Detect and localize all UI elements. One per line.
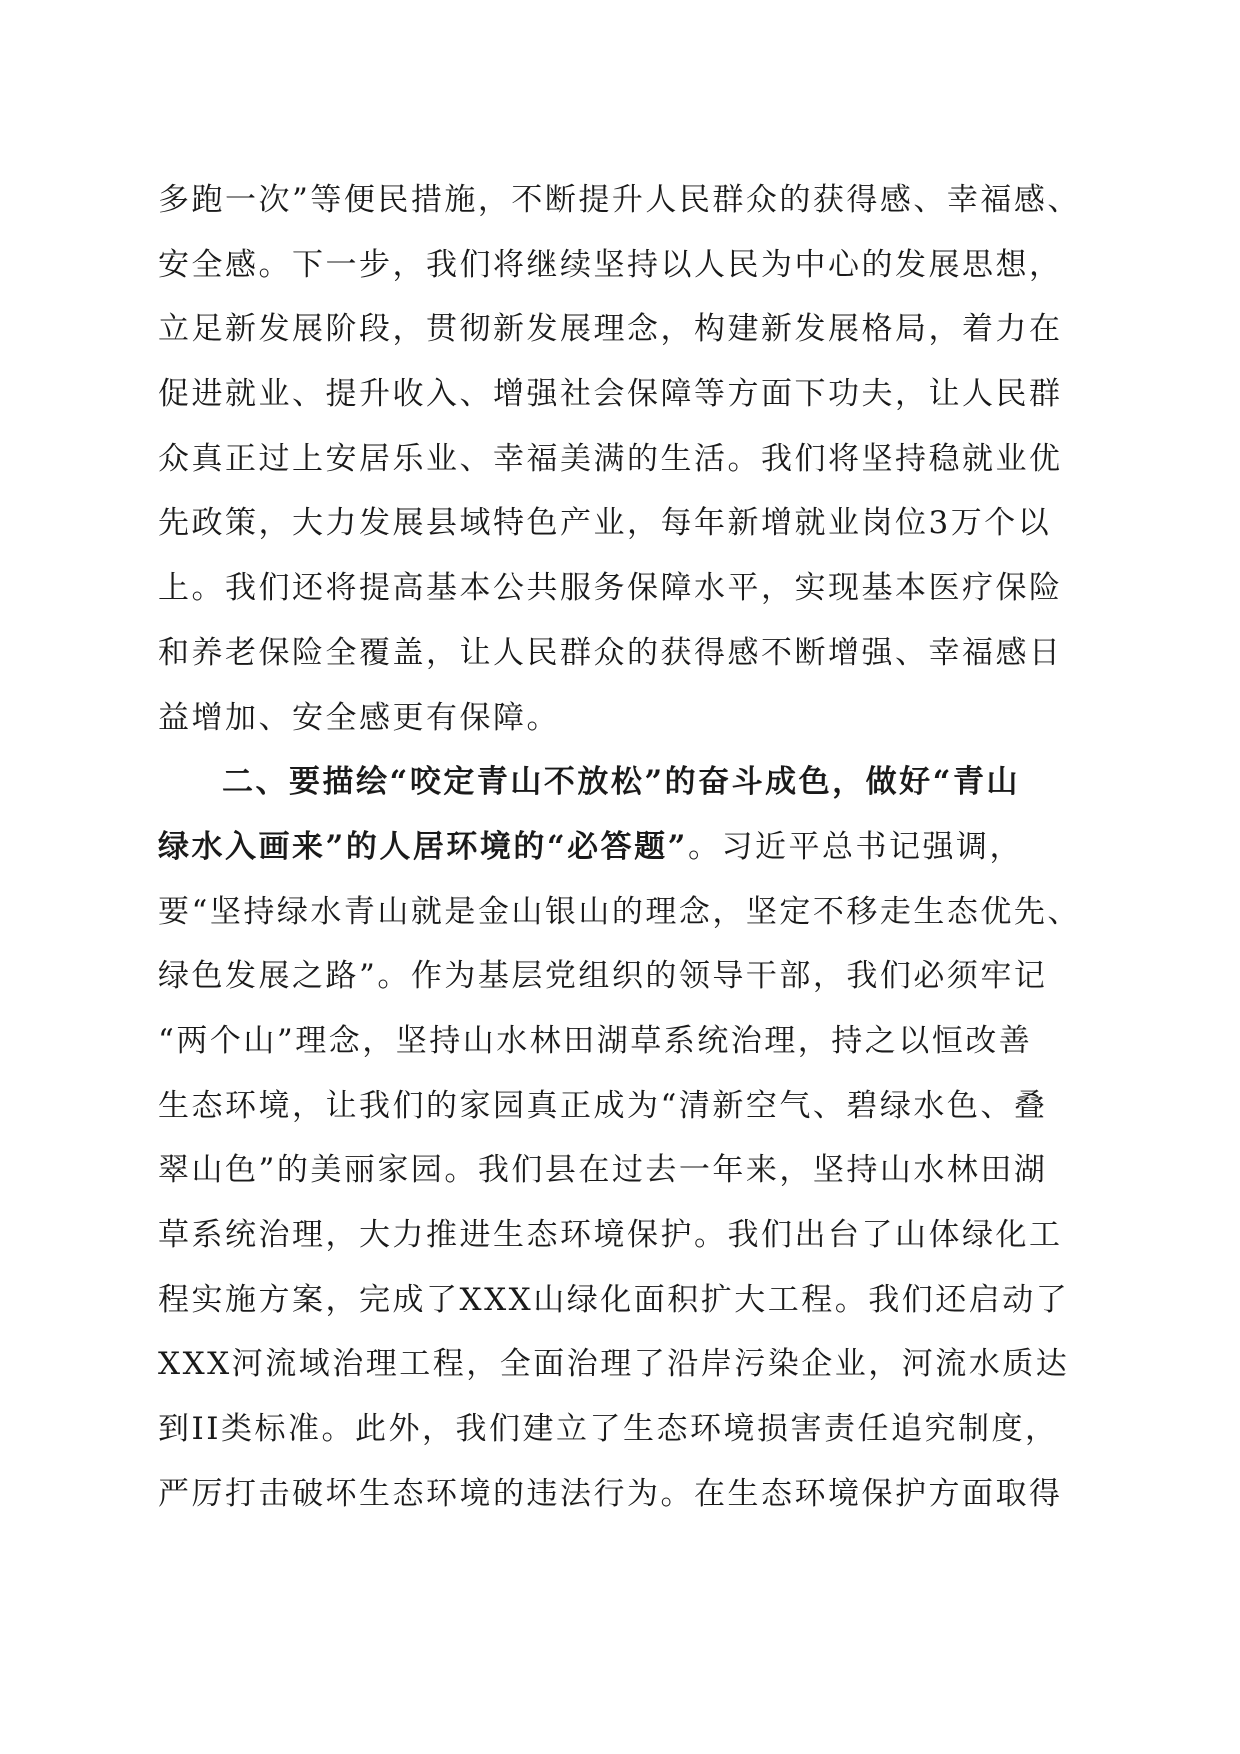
body-line: 草系统治理，大力推进生态环境保护。我们出台了山体绿化工 [158,1217,1063,1253]
body-line: 到II类标准。此外，我们建立了生态环境损害责任追究制度， [158,1411,1059,1448]
body-line: 要“坚持绿水青山就是金山银山的理念，坚定不移走生态优先、 [158,893,1081,930]
body-text-after-heading: 。习近平总书记强调， [688,828,1023,865]
body-line: “两个山”理念，坚持山水林田湖草系统治理，持之以恒改善 [158,1022,1033,1059]
section-heading-continuation: 绿水入画来”的人居环境的“必答题” [158,828,688,865]
body-line: 多跑一次”等便民措施，不断提升人民群众的获得感、幸福感、 [158,182,1081,218]
body-line: 上。我们还将提高基本公共服务保障水平，实现基本医疗保险 [158,570,1063,607]
document-body [158,168,1088,1526]
body-line: 安全感。下一步，我们将继续坚持以人民为中心的发展思想， [158,246,1063,283]
body-line: 程实施方案，完成了XXX山绿化面积扩大工程。我们还启动了 [158,1281,1070,1318]
body-line: 众真正过上安居乐业、幸福美满的生活。我们将坚持稳就业优 [158,440,1063,477]
body-line: 严厉打击破坏生态环境的违法行为。在生态环境保护方面取得 [158,1475,1063,1512]
body-line: 生态环境，让我们的家园真正成为“清新空气、碧绿水色、叠 [158,1087,1048,1124]
body-line: XXX河流域治理工程，全面治理了沿岸污染企业，河流水质达 [158,1346,1070,1383]
body-line: 和养老保险全覆盖，让人民群众的获得感不断增强、幸福感日 [158,634,1063,671]
section-heading-text: 二、要描绘“咬定青山不放松”的奋斗成色，做好“青山 [222,764,1020,801]
heading-continuation-line [158,815,1088,880]
body-line: 翠山色”的美丽家园。我们县在过去一年来，坚持山水林田湖 [158,1152,1048,1189]
body-line: 益增加、安全感更有保障。 [158,699,560,736]
body-line: 立足新发展阶段，贯彻新发展理念，构建新发展格局，着力在 [158,311,1063,348]
section-heading [158,750,1088,815]
body-line: 促进就业、提升收入、增强社会保障等方面下功夫，让人民群 [158,376,1063,413]
body-line: 先政策，大力发展县域特色产业，每年新增就业岗位3万个以 [158,505,1052,542]
body-line: 绿色发展之路”。作为基层党组织的领导干部，我们必须牢记 [158,958,1048,995]
